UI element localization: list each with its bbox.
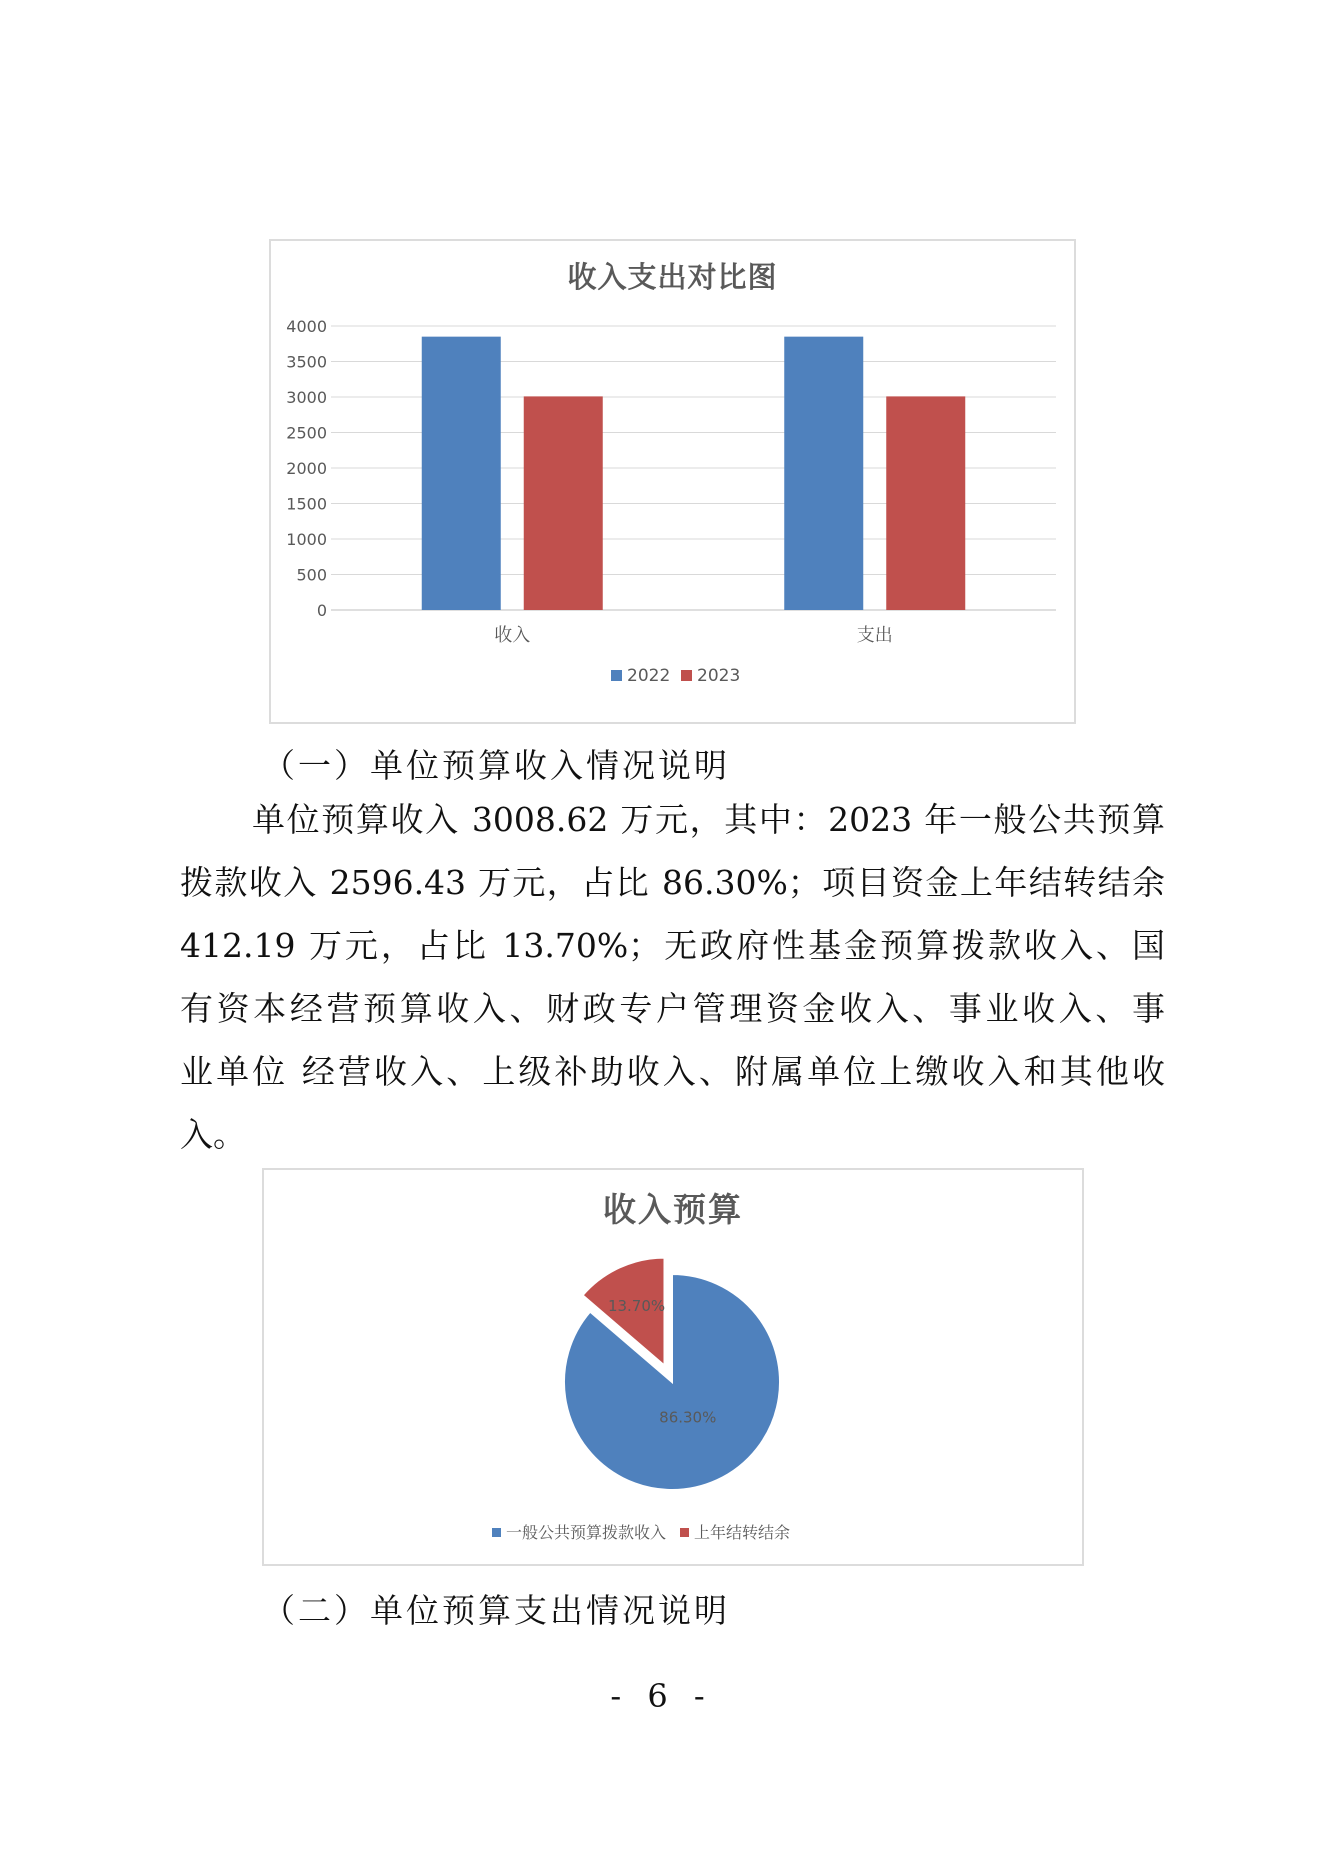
section-2-heading: （二）单位预算支出情况说明 [262,1591,730,1630]
legend-label: 上年结转结余 [694,1523,791,1542]
y-tick-label: 3000 [286,388,327,407]
bar [784,337,863,610]
bar [422,337,501,610]
paragraph-line: 拨款收入 2596.43 万元，占比 86.30%；项目资金上年结转结余 [180,863,1165,902]
legend-swatch [681,670,692,681]
legend-swatch [492,1528,501,1537]
y-tick-label: 3500 [286,352,327,372]
legend-label: 一般公共预算拨款收入 [506,1523,667,1542]
y-tick-label: 2500 [286,423,327,443]
y-tick-label: 1500 [286,494,327,514]
slice-label: 13.70% [607,1296,666,1315]
legend-label: 2023 [697,666,741,686]
bar-chart [269,239,1076,724]
y-tick-label: 0 [316,601,327,620]
bar-chart-title: 收入支出对比图 [567,260,778,294]
pie-chart-plot [264,1170,1082,1564]
slice-label: 86.30% [659,1408,717,1427]
y-tick-label: 500 [296,565,327,585]
section-1-heading: （一）单位预算收入情况说明 [262,746,730,785]
pie-chart-title: 收入预算 [603,1190,743,1229]
legend-swatch [680,1528,689,1537]
y-tick-label: 1000 [286,530,327,549]
paragraph-line: 入。 [180,1115,246,1154]
paragraph-line: 有资本经营预算收入、财政专户管理资金收入、事业收入、事 [180,989,1165,1028]
y-tick-label: 2000 [286,459,327,478]
bar [524,396,603,610]
page-number: - 6 - [610,1677,713,1715]
paragraph-line: 412.19 万元，占比 13.70%；无政府性基金预算拨款收入、国 [180,926,1165,965]
bar-chart-plot [271,241,1074,722]
bar [886,396,965,610]
x-category-label: 收入 [494,625,531,646]
x-category-label: 支出 [856,625,893,646]
paragraph-line: 单位预算收入 3008.62 万元，其中：2023 年一般公共预算 [252,800,1165,839]
pie-chart [262,1168,1084,1566]
paragraph-line: 业单位 经营收入、上级补助收入、附属单位上缴收入和其他收 [180,1052,1165,1091]
y-tick-label: 4000 [286,317,327,336]
legend-label: 2022 [627,666,671,686]
legend-swatch [611,670,622,681]
